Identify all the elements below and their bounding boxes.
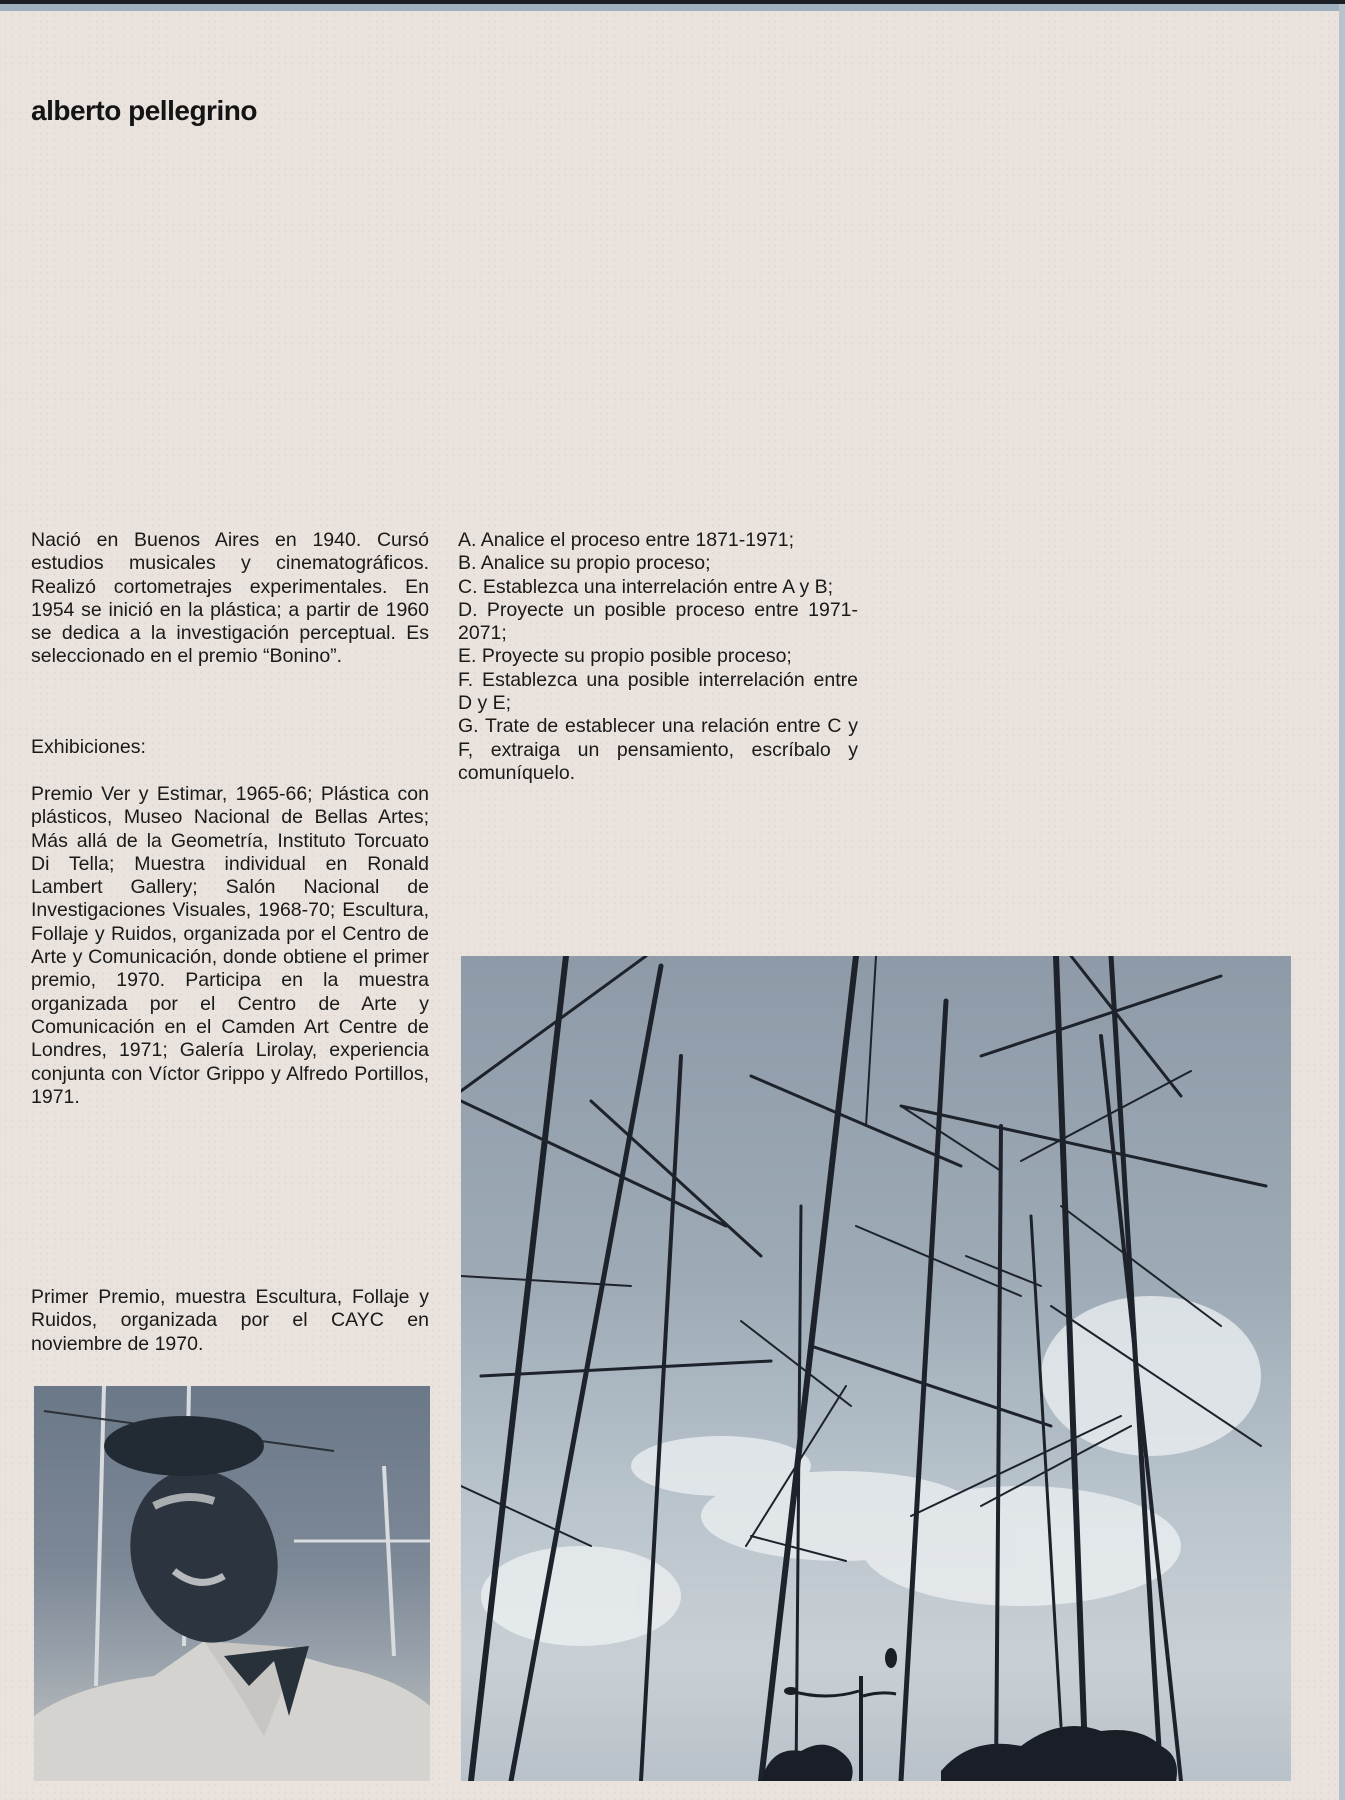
bio-paragraph — [31, 529, 429, 669]
sculpture-illustration — [461, 956, 1291, 1781]
exhibitions-text: Premio Ver y Estimar, 1965-66; Plástica con plásticos, Museo Nacional de Bellas Artes; Más allá de la Geometría, Instituto Torcuato Di Tella; Muestra individual en Ronald Lambert Gallery; Salón Nacional de Investigaciones Visuales, 1968-70; Escultura, Follaje y Ruidos, organizada por el Centro de Arte y Comunicación, donde obtiene el primer premio, 1970. Participa en la muestra organizada por el Centro de Arte y Comunicación en el Camden Art Centre de Londres, 1971; Galería Lirolay, experiencia conjunta con Víctor Grippo y Alfredo Portillos, 1971. — [31, 783, 429, 1108]
portrait-illustration — [34, 1386, 430, 1781]
instruction-d: D. Proyecte un posible proceso entre 1971-2071; — [458, 598, 858, 645]
instructions-list — [458, 529, 858, 785]
page-title: alberto pellegrino — [31, 95, 257, 126]
scan-frame-right — [1339, 4, 1345, 1800]
instruction-b: B. Analice su propio proceso; — [458, 552, 711, 575]
bio-text: Nació en Buenos Aires en 1940. Cursó estudios musicales y cinematográficos. Realizó cortometrajes experimentales. En 1954 se inició en la plástica; a partir de 1960 se dedica a la investigación perceptual. Es seleccionado en el premio “Bonino”. — [31, 529, 429, 668]
instruction-g: G. Trate de establecer una relación entre C y F, extraiga un pensamiento, escríbalo y comuníquelo. — [458, 715, 858, 784]
instruction-f: F. Establezca una posible interrelación entre D y E; — [458, 668, 858, 715]
sculpture-photo — [461, 956, 1291, 1781]
exhibitions-heading: Exhibiciones: — [31, 736, 146, 758]
exhibitions-paragraph — [31, 783, 429, 1109]
document-page — [2, 11, 1339, 1800]
instruction-a: A. Analice el proceso entre 1871-1971; — [458, 529, 795, 551]
caption-text: Primer Premio, muestra Escultura, Follaje y Ruidos, organizada por el CAYC en noviembre de 1970. — [31, 1286, 429, 1355]
photo-caption — [31, 1286, 429, 1356]
artist-portrait-photo — [34, 1386, 430, 1781]
instruction-e: E. Proyecte su propio posible proceso; — [458, 645, 792, 668]
instruction-c: C. Establezca una interrelación entre A y B; — [458, 575, 834, 598]
scan-frame-top — [0, 4, 1345, 11]
